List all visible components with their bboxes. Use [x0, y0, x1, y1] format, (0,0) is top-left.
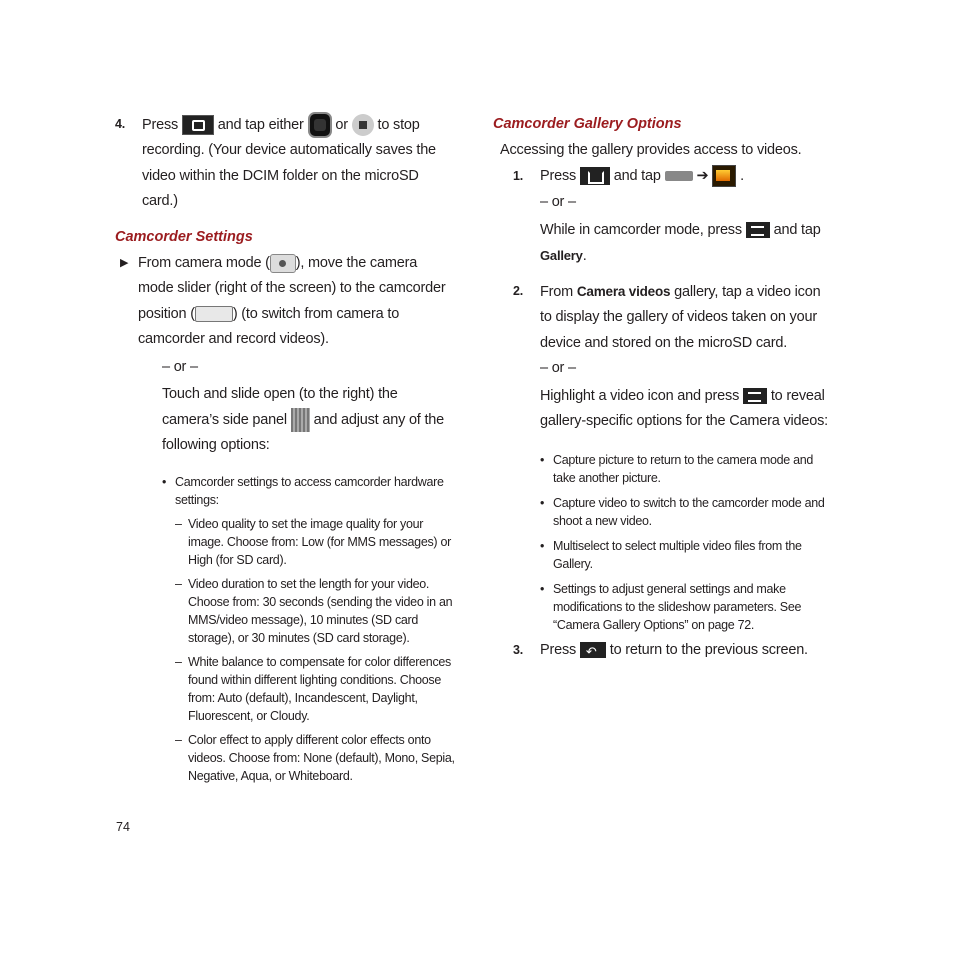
sub-list-item [175, 515, 455, 569]
camcorder-slider-icon [195, 306, 233, 322]
stop-button-icon [352, 114, 374, 136]
bullet-mark: • [540, 581, 545, 596]
list-item [540, 537, 833, 573]
alt-instruction [540, 218, 833, 270]
back-key-icon [580, 642, 606, 658]
step-text: and tap [613, 167, 661, 184]
list-item [540, 451, 833, 487]
sub-list-item [175, 653, 455, 725]
dash-mark: – [175, 516, 182, 531]
section-heading-camcorder-settings: Camcorder Settings [115, 228, 253, 245]
list-item [540, 494, 833, 530]
list-item-text: Capture picture to return to the camera mode and take another picture. [553, 452, 814, 485]
menu-key-icon [746, 222, 770, 238]
sub-list [162, 515, 455, 785]
dash-mark: – [175, 576, 182, 591]
step-text: Press [540, 167, 577, 184]
side-panel-icon [291, 408, 310, 432]
step-text: and tap either [217, 116, 304, 133]
sub-list-item-text: Video duration to set the length for your video. Choose from: 30 seconds (sending the video in an MMS/video message), 10 minutes (SD card storage), or 30 minutes (SD card storage). [188, 576, 453, 645]
list-item [540, 580, 833, 634]
camera-mode-icon [270, 254, 296, 273]
sub-list-item [175, 575, 455, 647]
step-text: Highlight a video icon and press [540, 387, 740, 404]
step-number: 2. [513, 283, 524, 298]
or-separator: – or – [162, 358, 198, 375]
sub-list-item-text: Video quality to set the image quality for your image. Choose from: Low (for MMS messages) or High (for SD card). [188, 516, 451, 567]
bullet-mark: • [540, 452, 545, 467]
step-1 [493, 164, 833, 270]
step-number: 3. [513, 642, 524, 657]
step-text: to return to the previous screen. [609, 641, 808, 658]
section-heading-gallery-options: Camcorder Gallery Options [493, 116, 682, 132]
or-separator: – or – [540, 194, 576, 210]
list-item [162, 473, 455, 509]
step-text: to reveal gallery-specific options for the Camera videos: [540, 387, 828, 429]
step-text: Press [142, 116, 179, 133]
list-item-text: Camcorder settings to access camcorder hardware settings: [175, 474, 444, 507]
step-text: . [740, 167, 744, 184]
arrow-icon: ➔ [696, 167, 709, 184]
paragraph-text: and adjust any of the following options: [162, 411, 445, 454]
arrow-bullet-icon: ▶ [120, 256, 129, 269]
step-text: . [582, 248, 587, 264]
alt-instruction [540, 384, 833, 435]
page-number: 74 [116, 820, 130, 834]
step-text: and tap [773, 221, 821, 238]
step-text: gallery, tap a video icon to display the gallery of videos taken on your device and stored on the microSD card. [540, 283, 821, 351]
gallery-icon [712, 165, 736, 187]
dash-mark: – [175, 654, 182, 669]
right-column [493, 114, 833, 663]
item-text: ) (to switch from camera to camcorder and record videos). [138, 305, 400, 348]
camera-toggle-icon [665, 171, 693, 181]
step-text: From [540, 283, 574, 300]
step-number: 1. [513, 168, 524, 183]
touch-paragraph [115, 382, 455, 459]
or-separator: – or – [540, 360, 576, 376]
step-text: While in camcorder mode, press [540, 221, 742, 238]
dash-mark: – [175, 732, 182, 747]
gallery-keyword: Gallery [540, 248, 583, 263]
step-text: or [335, 116, 348, 133]
bullet-mark: • [162, 474, 167, 489]
step-2 [493, 279, 833, 435]
item-text: ), move the camera mode slider (right of the screen) to the camcorder position ( [138, 254, 446, 322]
menu-key-icon [743, 388, 767, 404]
record-button-icon [308, 112, 332, 138]
settings-list [115, 473, 455, 785]
sub-list-item [175, 731, 455, 785]
list-item-text: Multiselect to select multiple video files from the Gallery. [553, 538, 802, 571]
sub-list-item-text: White balance to compensate for color differences found within different lighting conditions. Choose from: Auto (default), Incandescent, Daylight, Fluorescent, or Cloudy. [188, 654, 451, 723]
item-text: From camera mode ( [138, 254, 270, 271]
step-text: Press [540, 641, 577, 658]
step-text: to stop recording. (Your device automatically saves the video within the DCIM folder on the microSD card.) [142, 116, 436, 210]
left-column [115, 112, 455, 791]
arrow-item [115, 251, 455, 353]
camera-key-icon [182, 115, 214, 135]
sub-list-item-text: Color effect to apply different color effects onto videos. Choose from: None (default), Mono, Sepia, Negative, Aqua, or Whiteboard. [188, 732, 455, 783]
gallery-options-list [493, 451, 833, 634]
step-number: 4. [115, 117, 126, 131]
bullet-mark: • [540, 495, 545, 510]
home-key-icon [580, 167, 610, 185]
intro-paragraph: Accessing the gallery provides access to videos. [500, 142, 802, 158]
camera-videos-keyword: Camera videos [576, 283, 671, 299]
list-item-text: Capture video to switch to the camcorder mode and shoot a new video. [553, 495, 825, 528]
step-4 [95, 112, 455, 215]
bullet-mark: • [540, 538, 545, 553]
step-3 [493, 638, 833, 664]
list-item-text: Settings to adjust general settings and make modifications to the slideshow parameters. See “Camera Gallery Options” on page 72. [553, 581, 802, 632]
paragraph-text: Touch and slide open (to the right) the camera’s side panel [162, 386, 398, 428]
